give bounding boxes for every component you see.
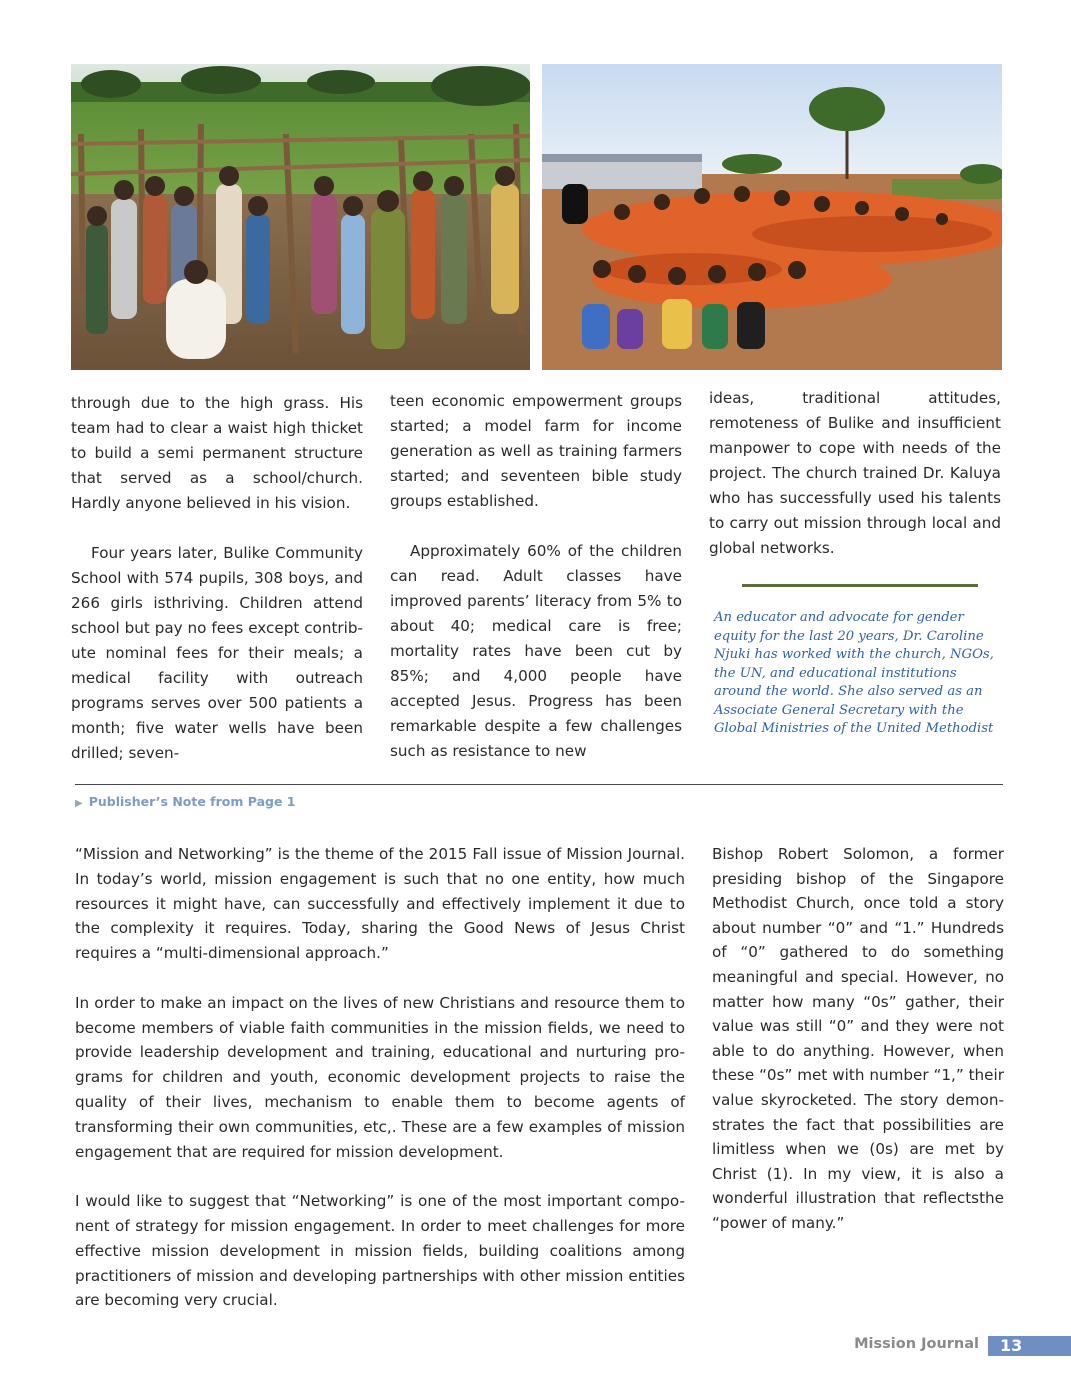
school-children-group-photo	[542, 64, 1002, 370]
article-paragraph: Approximately 60% of the children can read. Adult classes have improved parents’ literacy from 5% to about 40; medical care is free; mortality rates have been cut by 85%; and 4,000 people have accepted Jesus. Progress has been remarkable despite a few challenges such as resistance to new	[390, 542, 682, 760]
publishers-note-side-column	[712, 842, 1004, 1236]
author-bio: An educator and advocate for gender equity for the last 20 years, Dr. Caroline Njuki has worked with the church, NGOs, the UN, and educational institutions around the world. She also served as an Associate General Secretary with the Global Ministries of the United Methodist	[714, 610, 994, 736]
publishers-note-main-column	[75, 842, 685, 1313]
note-paragraph: I would like to suggest that “Networking” is one of the most important compo- nent of strategy for mission engagement. In order to meet challenges for more effective mission development in mission fields, building coalitions among practitioners of mission and developing partnerships with other mission entities are becoming very crucial.	[75, 1192, 685, 1310]
note-paragraph: In order to make an impact on the lives of new Christians and resource them to become members of viable faith communities in the mission fields, we need to provide leadership development and training, educational and nurturing pro- grams for children and youth, economic development projects to raise the quality of their lives, mechanism to enable them to become agents of transforming their own communities, etc,. These are a few examples of mission engagement that are required for mission development.	[75, 993, 685, 1161]
article-paragraph: teen economic empowerment groups started; a model farm for income generation as well as training farmers started; and seventeen bible study groups established.	[390, 392, 682, 510]
section-divider	[75, 784, 1003, 785]
publishers-note-label	[75, 794, 295, 809]
article-column-3	[709, 386, 1001, 561]
journal-title: Mission Journal	[854, 1336, 979, 1352]
note-paragraph: Bishop Robert Solomon, a former presiding bishop of the Singapore Methodist Church, once told a story about number “0” and “1.” Hundreds of “0” gathered to do something meaningful and special. However, no matter how many “0s” gather, their value was still “0” and they were not able to do anything. However, when these “0s” met with number “1,” their value skyrocketed. The story demon- strates the fact that possibilities are limitless when we (0s) are met by Christ (1). In my view, it is also a wonderful illustration that reflectsthe “power of many.”	[712, 845, 1004, 1232]
page-number: 13	[988, 1336, 1071, 1356]
note-paragraph: “Mission and Networking” is the theme of the 2015 Fall issue of Mission Journal. In today’s world, mission engagement is such that no one entity, how much resources it might have, can successfully and effectively implement it due to the complexity it requires. Today, sharing the Good News of Jesus Christ requires a “multi-dimensional approach.”	[75, 845, 685, 963]
article-column-1	[71, 391, 363, 766]
article-paragraph: through due to the high grass. His team had to clear a waist high thicket to build a semi permanent structure that served as a school/church. Hardly anyone believed in his vision.	[71, 394, 363, 512]
publishers-note-label-text: Publisher’s Note from Page 1	[88, 794, 296, 809]
article-column-2	[390, 389, 682, 764]
article-paragraph: Four years later, Bulike Community School with 574 pupils, 308 boys, and 266 girls isthriving. Children attend school but pay no fees except contrib- ute nominal fees for their meals; a medical facility with outreach programs serves over 500 patients a month; five water wells have been drilled; seven-	[71, 544, 363, 762]
triangle-right-icon: ▶	[75, 798, 83, 809]
bio-divider	[742, 584, 978, 587]
article-paragraph: ideas, traditional attitudes, remoteness of Bulike and insufficient manpower to cope with needs of the project. The church trained Dr. Kaluya who has successfully used his talents to carry out mission through local and global networks.	[709, 389, 1001, 557]
children-at-fence-photo	[71, 64, 530, 370]
